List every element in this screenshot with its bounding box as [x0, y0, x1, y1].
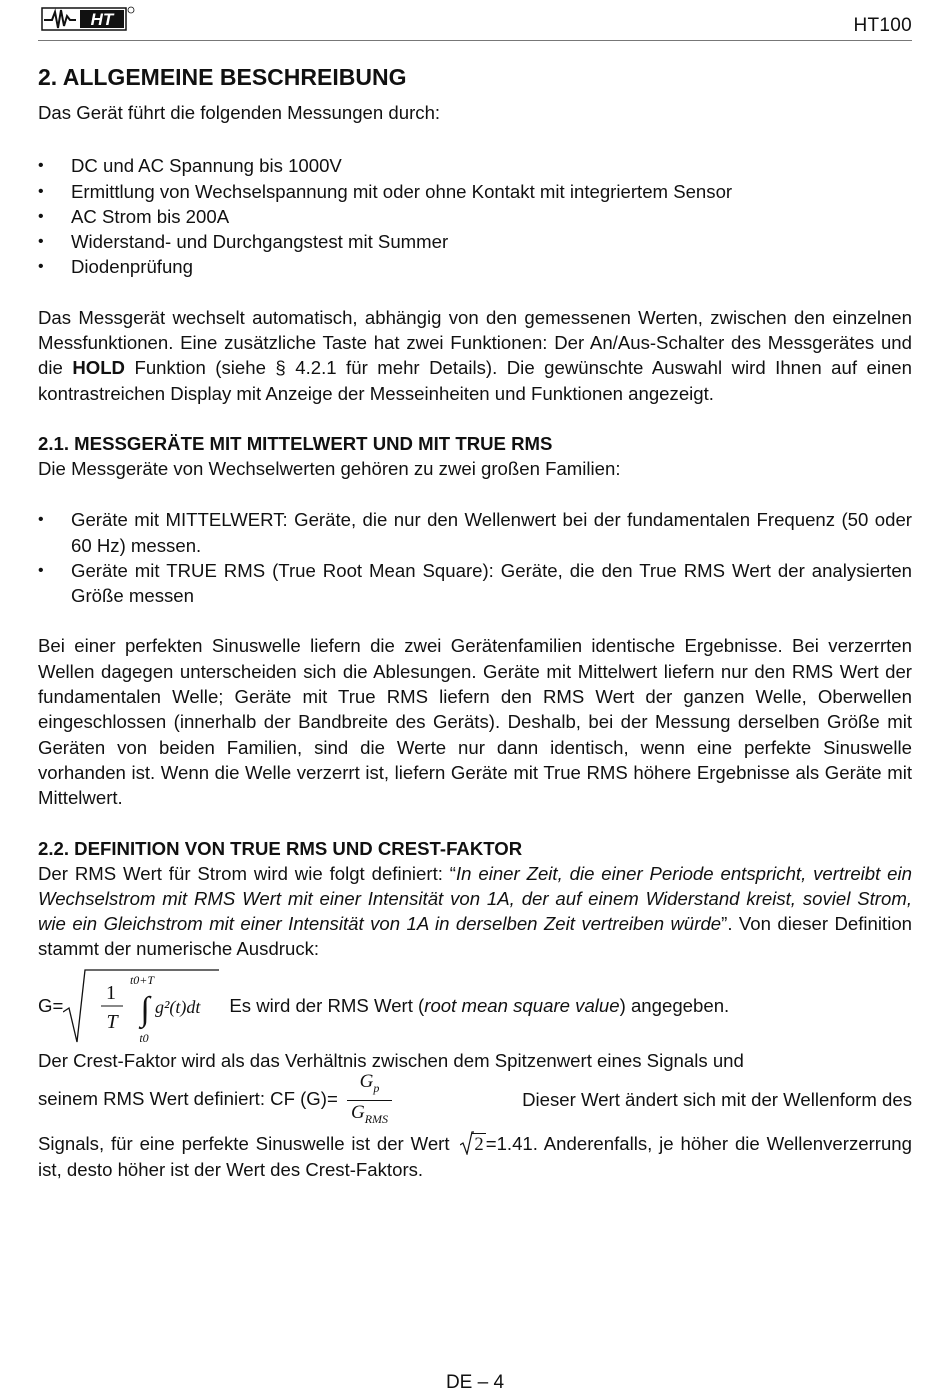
list-item: • Geräte mit TRUE RMS (True Root Mean Square): Geräte, die den True RMS Wert der analysierten Größe messen — [38, 558, 912, 609]
sqrt-value: 2 — [474, 1134, 484, 1156]
formula-integrand: g²(t)dt — [155, 996, 201, 1017]
integral-sign: ∫ — [140, 990, 150, 1028]
crest-text-tail: Dieser Wert ändert sich mit der Wellenform des — [522, 1089, 912, 1111]
comparison-paragraph: Bei einer perfekten Sinuswelle liefern die zwei Gerätenfamilien identische Ergebnisse. Bei verzerrten Wellen dagegen unterscheiden sich die Ablesungen. Geräte mit Mittelwert liefern nur den RMS Wert der fundamentalen Welle; Geräte mit True RMS liefern den RMS Wert der ganzen Welle, Oberwellen eingeschlossen (innerhalb der Bandbreite des Geräts). Deshalb, bei der Messung derselben Größe mit Geräten von beiden Familien, sind die Werte nur dann identisch, wenn eine perfekte Sinuswelle vorhanden ist. Wenn die Welle verzerrt ist, liefern Geräte mit True RMS höhere Ergebnisse als Geräte mit Mittelwert. — [38, 635, 912, 809]
rms-formula-row — [38, 968, 912, 1044]
section-intro: Die Messgeräte von Wechselwerten gehören zu zwei großen Familien: — [38, 457, 621, 479]
header-divider — [38, 40, 912, 41]
paragraph-text: Das Messgerät wechselt automatisch, abhängig von den gemessenen Werten, zwischen den einzelnen Messfunktionen. Eine zusätzliche Taste hat zwei Funktionen: Der An/Aus-Schalter des Messgerätes und die — [38, 306, 912, 379]
section-title-2-2: 2.2. DEFINITION VON TRUE RMS UND CREST-FAKTOR — [38, 837, 523, 859]
crest-numerator-sub: p — [373, 1080, 380, 1095]
list-item: • DC und AC Spannung bis 1000V — [38, 153, 912, 178]
rms-term: root mean square value — [424, 995, 620, 1017]
list-item: • Ermittlung von Wechselspannung mit oder ohne Kontakt mit integriertem Sensor — [38, 179, 912, 204]
list-item: • Diodenprüfung — [38, 254, 912, 279]
paragraph-text: seinem RMS Wert definiert: CF (G)= — [38, 1087, 338, 1109]
integral-lower-limit: t0 — [139, 1030, 149, 1044]
crest-formula-row — [38, 1070, 912, 1127]
paragraph-text: Funktion (siehe § 4.2.1 für mehr Details). Die gewünschte Auswahl wird Ihnen auf einen kontrastreichen Display mit Anzeige der Messeinheiten und Funktionen angezeigt. — [38, 357, 912, 404]
measurement-list — [38, 153, 912, 279]
crest-paragraph-end — [38, 1131, 912, 1183]
list-item: • Widerstand- und Durchgangstest mit Summer — [38, 229, 912, 254]
crest-text — [38, 1070, 396, 1131]
crest-denominator: G — [350, 1101, 365, 1123]
family-list — [38, 507, 912, 608]
list-item: • AC Strom bis 200A — [38, 204, 912, 229]
paragraph-text: ) angegeben. — [619, 995, 730, 1017]
paragraph-text: Der RMS Wert für Strom wird wie folgt definiert: “ — [38, 862, 456, 884]
page-number: DE – 4 — [445, 1372, 505, 1393]
formula-explanation — [229, 993, 729, 1018]
definition-quote: In einer Zeit, die einer Periode entspricht, vertreibt ein Wechselstrom mit RMS Wert mit einer Intensität von 1A, der auf einem Widerstand kreist, soviel Strom, wie ein Gleichstrom mit einer Intensität von 1A in derselben Zeit vertreiben würde — [38, 862, 912, 935]
formula-one: 1 — [106, 981, 117, 1004]
paragraph-text: ”. Von dieser Definition stammt der numerische Ausdruck: — [38, 913, 913, 960]
crest-numerator: G — [359, 1070, 374, 1092]
formula-period: T — [106, 1010, 118, 1033]
list-item: • Geräte mit MITTELWERT: Geräte, die nur den Wellenwert bei der fundamentalen Frequenz (50 oder 60 Hz) messen. — [38, 507, 912, 558]
paragraph-text: =1.41. Anderenfalls, je höher die Wellenverzerrung ist, desto höher ist der Wert des Crest-Faktors. — [38, 1133, 912, 1181]
model-label: HT100 — [853, 15, 912, 36]
formula-prefix: G= — [38, 995, 64, 1017]
page-header — [38, 0, 912, 42]
integral-upper-limit: t0+T — [130, 972, 155, 987]
definition-paragraph — [38, 861, 912, 962]
section-intro: Das Gerät führt die folgenden Messungen durch: — [38, 102, 441, 123]
paragraph-text: Es wird der RMS Wert ( — [229, 995, 425, 1017]
crest-fraction — [347, 1070, 392, 1131]
crest-line-1: Der Crest-Faktor wird als das Verhältnis zwischen dem Spitzenwert eines Signals und — [38, 1049, 744, 1071]
crest-denominator-sub: RMS — [364, 1111, 389, 1126]
page-content — [38, 62, 912, 1183]
rms-formula — [63, 968, 223, 1044]
section-title-2: 2. ALLGEMEINE BESCHREIBUNG — [38, 64, 407, 90]
section-title-2-1: 2.1. MESSGERÄTE MIT MITTELWERT UND MIT TRUE RMS — [38, 432, 553, 454]
description-paragraph — [38, 305, 912, 406]
hold-keyword: HOLD — [72, 357, 125, 379]
sqrt-sign — [460, 1131, 474, 1155]
logo-text: HT — [90, 10, 114, 29]
paragraph-text: Signals, für eine perfekte Sinuswelle ist der Wert — [38, 1133, 450, 1155]
ht-logo — [38, 4, 138, 34]
sqrt-two — [460, 1131, 485, 1157]
